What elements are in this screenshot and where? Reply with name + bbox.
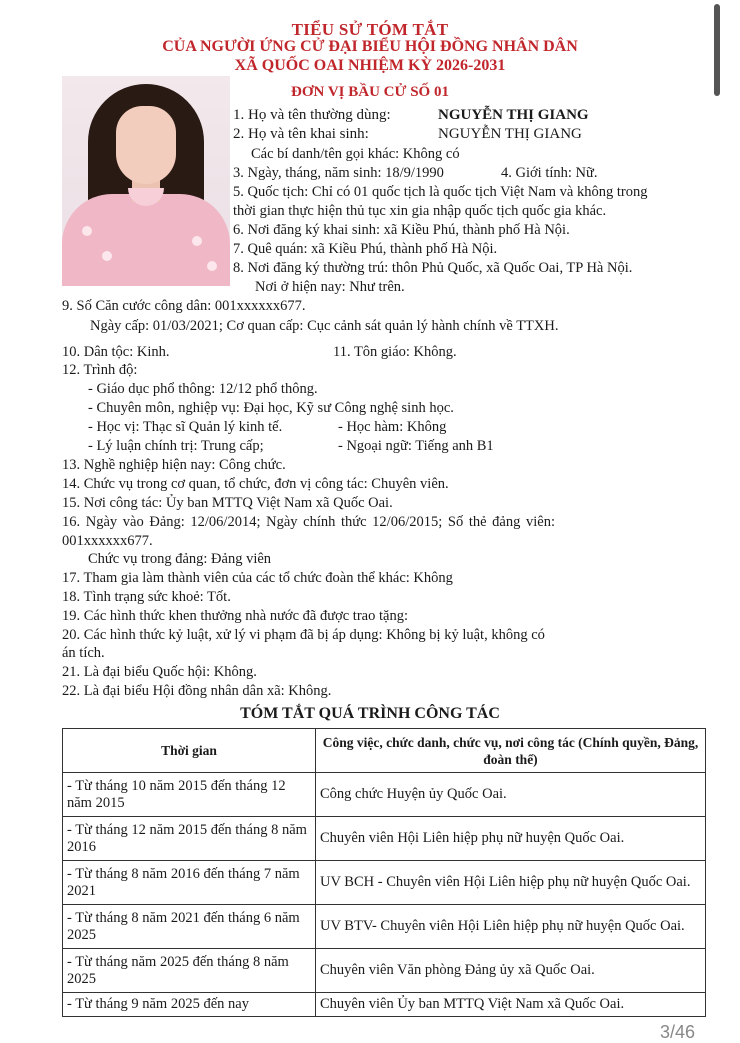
workplace: 15. Nơi công tác: Ủy ban MTTQ Việt Nam xã Quốc Oai. (62, 495, 393, 511)
religion: 11. Tôn giáo: Không. (333, 344, 457, 360)
work-history-title: TÓM TẮT QUÁ TRÌNH CÔNG TÁC (240, 705, 500, 722)
doc-title: TIỂU SỬ TÓM TẮT (291, 20, 449, 39)
row-job: Chuyên viên Văn phòng Đảng ủy xã Quốc Oai. (316, 949, 706, 993)
current-residence: Nơi ở hiện nay: Như trên. (255, 279, 405, 295)
column-header-job: Công việc, chức danh, chức vụ, nơi công tác (Chính quyền, Đảng, đoàn thể) (316, 729, 706, 773)
general-education: - Giáo dục phổ thông: 12/12 phổ thông. (88, 381, 318, 397)
birth-registration: 6. Nơi đăng ký khai sinh: xã Kiều Phú, thành phố Hà Nội. (233, 222, 570, 238)
candidate-photo (62, 76, 230, 286)
ethnicity: 10. Dân tộc: Kinh. (62, 344, 170, 360)
foreign-language: - Ngoại ngữ: Tiếng anh B1 (338, 438, 494, 454)
row-job: Chuyên viên Hội Liên hiệp phụ nữ huyện Quốc Oai. (316, 817, 706, 861)
row-time: - Từ tháng 8 năm 2016 đến tháng 7 năm 2021 (63, 861, 316, 905)
common-name-label: 1. Họ và tên thường dùng: (233, 107, 391, 123)
occupation: 13. Nghề nghiệp hiện nay: Công chức. (62, 457, 286, 473)
row-time: - Từ tháng 10 năm 2015 đến tháng 12 năm 2015 (63, 773, 316, 817)
electoral-unit: ĐƠN VỊ BẦU CỬ SỐ 01 (291, 84, 449, 100)
birth-name-value: NGUYỄN THỊ GIANG (438, 126, 582, 142)
table-header-row (63, 729, 706, 773)
party-card-number: 001xxxxxx677. (62, 533, 153, 549)
row-time: - Từ tháng 9 năm 2025 đến nay (63, 993, 316, 1017)
id-issue: Ngày cấp: 01/03/2021; Cơ quan cấp: Cục cảnh sát quản lý hành chính về TTXH. (90, 318, 559, 334)
other-organizations: 17. Tham gia làm thành viên của các tổ chức đoàn thể khác: Không (62, 570, 453, 586)
common-name-value: NGUYỄN THỊ GIANG (438, 107, 589, 123)
education-heading: 12. Trình độ: (62, 362, 138, 378)
birth-name-label: 2. Họ và tên khai sinh: (233, 126, 369, 142)
alias: Các bí danh/tên gọi khác: Không có (251, 146, 460, 162)
work-history-table (62, 728, 706, 1017)
nationality: 5. Quốc tịch: Chỉ có 01 quốc tịch là quốc tịch Việt Nam và không trong (233, 184, 648, 200)
row-job: Chuyên viên Ủy ban MTTQ Việt Nam xã Quốc Oai. (316, 993, 706, 1017)
awards: 19. Các hình thức khen thưởng nhà nước đã được trao tặng: (62, 608, 408, 624)
doc-term: XÃ QUỐC OAI NHIỆM KỲ 2026-2031 (234, 57, 506, 74)
table-row (63, 905, 706, 949)
table-row (63, 773, 706, 817)
permanent-residence: 8. Nơi đăng ký thường trú: thôn Phủ Quốc, xã Quốc Oai, TP Hà Nội. (233, 260, 633, 276)
row-job: UV BCH - Chuyên viên Hội Liên hiệp phụ nữ huyện Quốc Oai. (316, 861, 706, 905)
degree: - Học vị: Thạc sĩ Quản lý kinh tế. (88, 419, 283, 435)
specialty: - Chuyên môn, nghiệp vụ: Đại học, Kỹ sư Công nghệ sinh học. (88, 400, 454, 416)
council-delegate: 22. Là đại biểu Hội đồng nhân dân xã: Không. (62, 683, 332, 699)
page-indicator: 3/46 (660, 1022, 696, 1042)
table-row (63, 817, 706, 861)
table-row (63, 949, 706, 993)
discipline: 20. Các hình thức kỷ luật, xử lý vi phạm đã bị áp dụng: Không bị kỷ luật, không có (62, 627, 545, 643)
party-membership: 16. Ngày vào Đảng: 12/06/2014; Ngày chính thức 12/06/2015; Số thẻ đảng viên: (62, 514, 555, 530)
row-time: - Từ tháng 12 năm 2015 đến tháng 8 năm 2016 (63, 817, 316, 861)
political-theory: - Lý luận chính trị: Trung cấp; (88, 438, 264, 454)
scrollbar[interactable] (714, 4, 720, 96)
academic-title: - Học hàm: Không (338, 419, 447, 435)
row-time: - Từ tháng 8 năm 2021 đến tháng 6 năm 2025 (63, 905, 316, 949)
position: 14. Chức vụ trong cơ quan, tổ chức, đơn vị công tác: Chuyên viên. (62, 476, 449, 492)
gender: 4. Giới tính: Nữ. (501, 165, 598, 181)
national-assembly-delegate: 21. Là đại biểu Quốc hội: Không. (62, 664, 257, 680)
citizen-id: 9. Số Căn cước công dân: 001xxxxxx677. (62, 298, 306, 314)
doc-subtitle: CỦA NGƯỜI ỨNG CỬ ĐẠI BIỂU HỘI ĐỒNG NHÂN DÂN (162, 38, 578, 55)
column-header-time: Thời gian (63, 729, 316, 773)
party-position: Chức vụ trong đảng: Đảng viên (88, 551, 272, 567)
hometown: 7. Quê quán: xã Kiều Phú, thành phố Hà Nội. (233, 241, 498, 257)
table-row (63, 993, 706, 1017)
table-row (63, 861, 706, 905)
nationality-cont: thời gian thực hiện thủ tục xin gia nhập quốc tịch quốc gia khác. (233, 203, 607, 219)
health-status: 18. Tình trạng sức khoẻ: Tốt. (62, 589, 231, 605)
discipline-cont: án tích. (62, 645, 105, 661)
row-time: - Từ tháng năm 2025 đến tháng 8 năm 2025 (63, 949, 316, 993)
row-job: Công chức Huyện ủy Quốc Oai. (316, 773, 706, 817)
birth-date: 3. Ngày, tháng, năm sinh: 18/9/1990 (233, 165, 444, 181)
row-job: UV BTV- Chuyên viên Hội Liên hiệp phụ nữ huyện Quốc Oai. (316, 905, 706, 949)
